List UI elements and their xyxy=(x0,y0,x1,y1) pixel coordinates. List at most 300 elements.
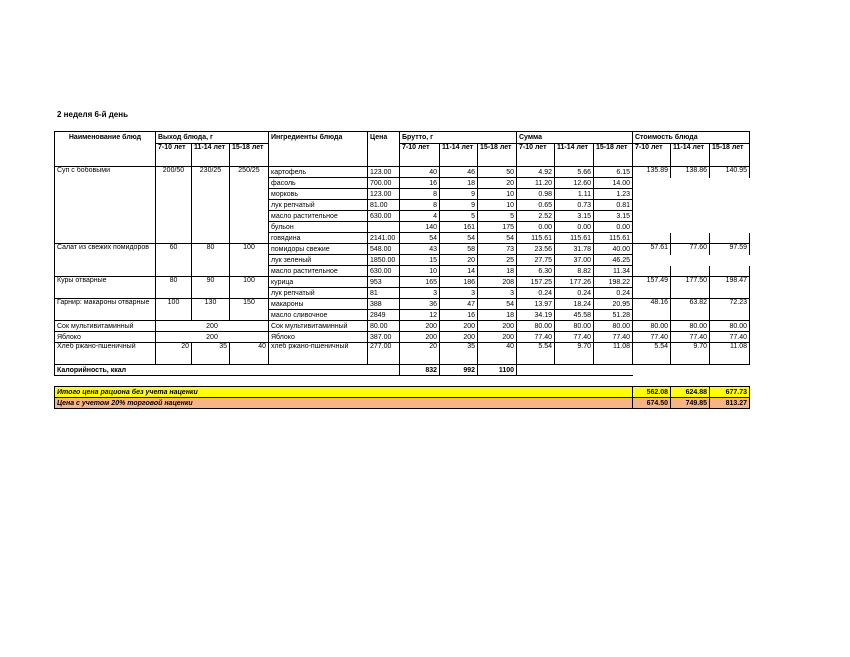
table-row xyxy=(55,288,750,299)
ingredient-sum: 12.60 xyxy=(555,178,594,189)
cell xyxy=(633,200,671,211)
markup-row xyxy=(55,398,750,409)
ingredient-sum: 40.00 xyxy=(594,244,633,255)
ingredient-price: 630.00 xyxy=(368,211,400,222)
ingredient-sum: 0.00 xyxy=(517,222,555,233)
cell xyxy=(230,178,269,189)
ingredient-sum: 5.66 xyxy=(555,167,594,178)
age-header: 11-14 лет xyxy=(192,144,230,167)
ingredient-sum: 11.34 xyxy=(594,266,633,277)
dish-cost: 48.16 xyxy=(633,299,671,310)
age-header: 15-18 лет xyxy=(710,144,750,167)
dish-cost: 57.61 xyxy=(633,244,671,255)
ingredient-price xyxy=(368,222,400,233)
dish-cost: 11.08 xyxy=(710,343,750,365)
cell xyxy=(710,222,750,233)
gross-weight: 3 xyxy=(400,288,440,299)
ingredient-sum: 37.00 xyxy=(555,255,594,266)
ingredient-sum: 0.24 xyxy=(555,288,594,299)
dish-name: Куры отварные xyxy=(55,277,156,288)
ingredient-sum: 14.00 xyxy=(594,178,633,189)
dish-name: Хлеб ржано-пшеничный xyxy=(55,343,156,365)
table-row xyxy=(55,233,750,244)
gross-weight: 73 xyxy=(478,244,517,255)
total-value: 562.08 xyxy=(633,387,671,398)
cell xyxy=(55,211,156,222)
dish-cost: 138.86 xyxy=(671,167,710,178)
ingredient-sum: 6.15 xyxy=(594,167,633,178)
dish-cost: 5.54 xyxy=(633,343,671,365)
ingredient-name: лук репчатый xyxy=(269,288,368,299)
table-row xyxy=(55,222,750,233)
col-header-gross: Брутто, г xyxy=(400,132,517,144)
ingredient-price: 548.00 xyxy=(368,244,400,255)
cell xyxy=(633,365,671,376)
ingredient-sum: 34.19 xyxy=(517,310,555,321)
ingredient-sum: 51.28 xyxy=(594,310,633,321)
ingredient-sum: 11.20 xyxy=(517,178,555,189)
ingredient-name: говядина xyxy=(269,233,368,244)
ingredient-sum: 1.11 xyxy=(555,189,594,200)
gross-weight: 175 xyxy=(478,222,517,233)
age-header: 7-10 лет xyxy=(633,144,671,167)
gross-weight: 54 xyxy=(478,299,517,310)
spacer xyxy=(55,376,750,387)
cell xyxy=(633,288,671,299)
cell xyxy=(671,211,710,222)
cell xyxy=(710,200,750,211)
ingredient-sum: 0.00 xyxy=(555,222,594,233)
calories-value: 1100 xyxy=(478,365,517,376)
cell xyxy=(192,233,230,244)
cell xyxy=(633,178,671,189)
cell xyxy=(230,200,269,211)
ingredient-sum: 13.97 xyxy=(517,299,555,310)
gross-weight: 165 xyxy=(400,277,440,288)
cell xyxy=(192,266,230,277)
dish-output: 100 xyxy=(230,277,269,288)
gross-weight: 40 xyxy=(478,343,517,365)
ingredient-sum: 115.61 xyxy=(594,233,633,244)
cell xyxy=(671,178,710,189)
markup-value: 749.85 xyxy=(671,398,710,409)
ingredient-price: 277.00 xyxy=(368,343,400,365)
ingredient-sum: 80.00 xyxy=(594,321,633,332)
dish-output: 100 xyxy=(230,244,269,255)
dish-output: 130 xyxy=(192,299,230,310)
cell xyxy=(710,288,750,299)
dish-name: Сок мультивитаминный xyxy=(55,321,156,332)
age-header: 15-18 лет xyxy=(594,144,633,167)
ingredient-sum: 0.81 xyxy=(594,200,633,211)
ingredient-sum: 23.56 xyxy=(517,244,555,255)
gross-weight: 46 xyxy=(440,167,478,178)
gross-weight: 4 xyxy=(400,211,440,222)
table-row xyxy=(55,332,750,343)
cell xyxy=(156,310,192,321)
cell xyxy=(710,211,750,222)
gross-weight: 18 xyxy=(478,310,517,321)
cell xyxy=(192,222,230,233)
cell xyxy=(156,222,192,233)
cell xyxy=(671,365,710,376)
total-value: 677.73 xyxy=(710,387,750,398)
spacer-row xyxy=(55,376,750,387)
cell xyxy=(671,200,710,211)
dish-cost: 9.70 xyxy=(671,343,710,365)
dish-cost: 97.59 xyxy=(710,244,750,255)
cell xyxy=(671,310,710,321)
gross-weight: 8 xyxy=(400,200,440,211)
table-row xyxy=(55,321,750,332)
cell xyxy=(55,233,156,244)
dish-output: 200 xyxy=(156,332,269,343)
gross-weight: 25 xyxy=(478,255,517,266)
dish-name: Гарнир: макароны отварные xyxy=(55,299,156,310)
dish-cost: 140.95 xyxy=(710,167,750,178)
gross-weight: 58 xyxy=(440,244,478,255)
gross-weight: 186 xyxy=(440,277,478,288)
table-row xyxy=(55,178,750,189)
cell xyxy=(710,310,750,321)
cell xyxy=(156,211,192,222)
gross-weight: 54 xyxy=(440,233,478,244)
gross-weight: 12 xyxy=(400,310,440,321)
total-value: 624.88 xyxy=(671,387,710,398)
ingredient-name: лук зеленый xyxy=(269,255,368,266)
cell xyxy=(230,255,269,266)
ingredient-name: масло сливочное xyxy=(269,310,368,321)
cell xyxy=(55,200,156,211)
ingredient-name: масло растительное xyxy=(269,266,368,277)
dish-name: Суп с бобовыми xyxy=(55,167,156,178)
table-row xyxy=(55,266,750,277)
ingredient-price: 81.00 xyxy=(368,200,400,211)
ingredient-sum: 77.40 xyxy=(555,332,594,343)
gross-weight: 140 xyxy=(400,222,440,233)
cell xyxy=(55,222,156,233)
table-row xyxy=(55,299,750,310)
ingredient-price: 2849 xyxy=(368,310,400,321)
gross-weight: 200 xyxy=(400,332,440,343)
col-header-ingredients: Ингредиенты блюда xyxy=(269,132,368,144)
cell xyxy=(633,211,671,222)
cell xyxy=(230,266,269,277)
table-row xyxy=(55,167,750,178)
cell xyxy=(192,200,230,211)
gross-weight: 10 xyxy=(478,189,517,200)
ingredient-price: 630.00 xyxy=(368,266,400,277)
col-header-cost: Стоимость блюда xyxy=(633,132,750,144)
gross-weight: 15 xyxy=(400,255,440,266)
total-row xyxy=(55,387,750,398)
gross-weight: 20 xyxy=(440,255,478,266)
ingredient-name: фасоль xyxy=(269,178,368,189)
cell xyxy=(55,255,156,266)
age-header: 7-10 лет xyxy=(517,144,555,167)
ingredient-sum: 0.98 xyxy=(517,189,555,200)
ingredient-price: 80.00 xyxy=(368,321,400,332)
gross-weight: 20 xyxy=(478,178,517,189)
gross-weight: 5 xyxy=(440,211,478,222)
gross-weight: 40 xyxy=(400,167,440,178)
cell xyxy=(230,189,269,200)
dish-output: 200 xyxy=(156,321,269,332)
gross-weight: 18 xyxy=(478,266,517,277)
table-row xyxy=(55,310,750,321)
cell xyxy=(671,255,710,266)
cell xyxy=(192,255,230,266)
ingredient-price: 81 xyxy=(368,288,400,299)
ingredient-sum: 80.00 xyxy=(517,321,555,332)
cell xyxy=(633,310,671,321)
ingredient-sum: 6.30 xyxy=(517,266,555,277)
ingredient-name: бульон xyxy=(269,222,368,233)
cell xyxy=(710,233,750,244)
dish-cost: 177.50 xyxy=(671,277,710,288)
gross-weight: 208 xyxy=(478,277,517,288)
ingredient-sum: 0.00 xyxy=(594,222,633,233)
cell xyxy=(55,266,156,277)
ingredient-name: морковь xyxy=(269,189,368,200)
age-header: 11-14 лет xyxy=(555,144,594,167)
ingredient-sum: 1.23 xyxy=(594,189,633,200)
gross-weight: 161 xyxy=(440,222,478,233)
ingredient-sum: 77.40 xyxy=(517,332,555,343)
dish-output: 20 xyxy=(156,343,192,365)
ingredient-price: 123.00 xyxy=(368,167,400,178)
gross-weight: 16 xyxy=(400,178,440,189)
ingredient-name: лук репчатый xyxy=(269,200,368,211)
ingredient-sum: 8.82 xyxy=(555,266,594,277)
cell xyxy=(633,255,671,266)
cell xyxy=(55,178,156,189)
dish-output: 90 xyxy=(192,277,230,288)
ingredient-sum: 45.58 xyxy=(555,310,594,321)
dish-output: 35 xyxy=(192,343,230,365)
gross-weight: 50 xyxy=(478,167,517,178)
gross-weight: 18 xyxy=(440,178,478,189)
ingredient-name: макароны xyxy=(269,299,368,310)
ingredient-name: Сок мультивитаминный xyxy=(269,321,368,332)
ingredient-price: 123.00 xyxy=(368,189,400,200)
ingredient-sum: 0.24 xyxy=(517,288,555,299)
dish-cost: 80.00 xyxy=(710,321,750,332)
page-title: 2 неделя 6-й день xyxy=(57,110,128,119)
ingredient-sum: 0.65 xyxy=(517,200,555,211)
gross-weight: 43 xyxy=(400,244,440,255)
ingredient-sum: 115.61 xyxy=(517,233,555,244)
ingredient-sum: 5.54 xyxy=(517,343,555,365)
header-age-row xyxy=(55,144,750,167)
calories-value: 832 xyxy=(400,365,440,376)
gross-weight: 36 xyxy=(400,299,440,310)
dish-output: 100 xyxy=(156,299,192,310)
col-header-price: Цена xyxy=(368,132,400,144)
cell xyxy=(156,255,192,266)
cell xyxy=(156,288,192,299)
dish-name: Салат из свежих помидоров xyxy=(55,244,156,255)
ingredient-price: 953 xyxy=(368,277,400,288)
total-label: Итого цена рациона без учета наценки xyxy=(55,387,633,398)
table-row xyxy=(55,255,750,266)
calories-row xyxy=(55,365,750,376)
cell xyxy=(55,310,156,321)
gross-weight: 20 xyxy=(400,343,440,365)
dish-cost: 80.00 xyxy=(633,321,671,332)
dish-cost: 80.00 xyxy=(671,321,710,332)
dish-output: 60 xyxy=(156,244,192,255)
table-row xyxy=(55,189,750,200)
cell xyxy=(230,288,269,299)
dish-cost: 135.89 xyxy=(633,167,671,178)
gross-weight: 200 xyxy=(478,332,517,343)
age-header: 11-14 лет xyxy=(671,144,710,167)
gross-weight: 54 xyxy=(478,233,517,244)
ingredient-sum: 20.95 xyxy=(594,299,633,310)
ingredient-price: 1850.00 xyxy=(368,255,400,266)
gross-weight: 200 xyxy=(440,321,478,332)
cell xyxy=(156,200,192,211)
cell xyxy=(671,288,710,299)
cell xyxy=(55,189,156,200)
cell xyxy=(710,266,750,277)
cell xyxy=(671,233,710,244)
cell xyxy=(710,189,750,200)
cell xyxy=(156,178,192,189)
gross-weight: 200 xyxy=(440,332,478,343)
gross-weight: 9 xyxy=(440,200,478,211)
col-header-name: Наименование блюд xyxy=(55,132,156,144)
table-row xyxy=(55,277,750,288)
ingredient-sum: 77.40 xyxy=(594,332,633,343)
markup-value: 674.50 xyxy=(633,398,671,409)
ingredient-price: 388 xyxy=(368,299,400,310)
table-row xyxy=(55,200,750,211)
dish-cost: 157.49 xyxy=(633,277,671,288)
dish-cost: 63.82 xyxy=(671,299,710,310)
cell xyxy=(517,365,633,376)
cell xyxy=(192,211,230,222)
cell xyxy=(671,189,710,200)
cell xyxy=(156,233,192,244)
cell xyxy=(230,211,269,222)
gross-weight: 9 xyxy=(440,189,478,200)
dish-output: 250/25 xyxy=(230,167,269,178)
cell xyxy=(633,222,671,233)
dish-output: 230/25 xyxy=(192,167,230,178)
ingredient-sum: 80.00 xyxy=(555,321,594,332)
cell xyxy=(710,255,750,266)
dish-cost: 77.40 xyxy=(671,332,710,343)
ingredient-name: хлеб ржано-пшеничный xyxy=(269,343,368,365)
dish-cost: 77.60 xyxy=(671,244,710,255)
dish-cost: 198.47 xyxy=(710,277,750,288)
ingredient-sum: 31.78 xyxy=(555,244,594,255)
menu-table xyxy=(54,131,750,409)
ingredient-sum: 46.25 xyxy=(594,255,633,266)
gross-weight: 54 xyxy=(400,233,440,244)
cell xyxy=(230,222,269,233)
cell xyxy=(671,222,710,233)
ingredient-sum: 18.24 xyxy=(555,299,594,310)
dish-output: 80 xyxy=(192,244,230,255)
ingredient-sum: 0.24 xyxy=(594,288,633,299)
gross-weight: 200 xyxy=(400,321,440,332)
gross-weight: 3 xyxy=(440,288,478,299)
cell xyxy=(633,266,671,277)
gross-weight: 8 xyxy=(400,189,440,200)
gross-weight: 3 xyxy=(478,288,517,299)
col-header-output: Выход блюда, г xyxy=(156,132,269,144)
ingredient-name: курица xyxy=(269,277,368,288)
cell xyxy=(192,310,230,321)
cell xyxy=(55,288,156,299)
cell xyxy=(671,266,710,277)
cell xyxy=(192,288,230,299)
cell xyxy=(633,233,671,244)
gross-weight: 200 xyxy=(478,321,517,332)
cell xyxy=(633,189,671,200)
age-header: 15-18 лет xyxy=(230,144,269,167)
ingredient-sum: 3.15 xyxy=(594,211,633,222)
gross-weight: 35 xyxy=(440,343,478,365)
gross-weight: 5 xyxy=(478,211,517,222)
markup-value: 813.27 xyxy=(710,398,750,409)
ingredient-sum: 0.73 xyxy=(555,200,594,211)
table-row xyxy=(55,343,750,365)
ingredient-sum: 3.15 xyxy=(555,211,594,222)
dish-cost: 77.40 xyxy=(710,332,750,343)
table-row xyxy=(55,211,750,222)
gross-weight: 14 xyxy=(440,266,478,277)
dish-output: 200/50 xyxy=(156,167,192,178)
age-header: 15-18 лет xyxy=(478,144,517,167)
calories-value: 992 xyxy=(440,365,478,376)
dish-output: 150 xyxy=(230,299,269,310)
markup-label: Цена с учетом 20% торговой наценки xyxy=(55,398,633,409)
age-header: 11-14 лет xyxy=(440,144,478,167)
calories-label: Калорийность, ккал xyxy=(55,365,400,376)
ingredient-name: масло растительное xyxy=(269,211,368,222)
gross-weight: 10 xyxy=(400,266,440,277)
ingredient-sum: 9.70 xyxy=(555,343,594,365)
gross-weight: 47 xyxy=(440,299,478,310)
ingredient-sum: 2.52 xyxy=(517,211,555,222)
age-header: 7-10 лет xyxy=(400,144,440,167)
cell xyxy=(230,310,269,321)
table-row xyxy=(55,244,750,255)
dish-name: Яблоко xyxy=(55,332,156,343)
col-header-sum: Сумма xyxy=(517,132,633,144)
ingredient-sum: 157.25 xyxy=(517,277,555,288)
ingredient-sum: 4.92 xyxy=(517,167,555,178)
ingredient-sum: 27.75 xyxy=(517,255,555,266)
cell xyxy=(156,266,192,277)
gross-weight: 10 xyxy=(478,200,517,211)
age-header: 7-10 лет xyxy=(156,144,192,167)
gross-weight: 16 xyxy=(440,310,478,321)
ingredient-price: 2141.00 xyxy=(368,233,400,244)
ingredient-name: помидоры свежие xyxy=(269,244,368,255)
ingredient-name: Яблоко xyxy=(269,332,368,343)
dish-cost: 77.40 xyxy=(633,332,671,343)
cell xyxy=(710,365,750,376)
dish-output: 40 xyxy=(230,343,269,365)
ingredient-sum: 115.61 xyxy=(555,233,594,244)
ingredient-sum: 198.22 xyxy=(594,277,633,288)
ingredient-price: 387.00 xyxy=(368,332,400,343)
